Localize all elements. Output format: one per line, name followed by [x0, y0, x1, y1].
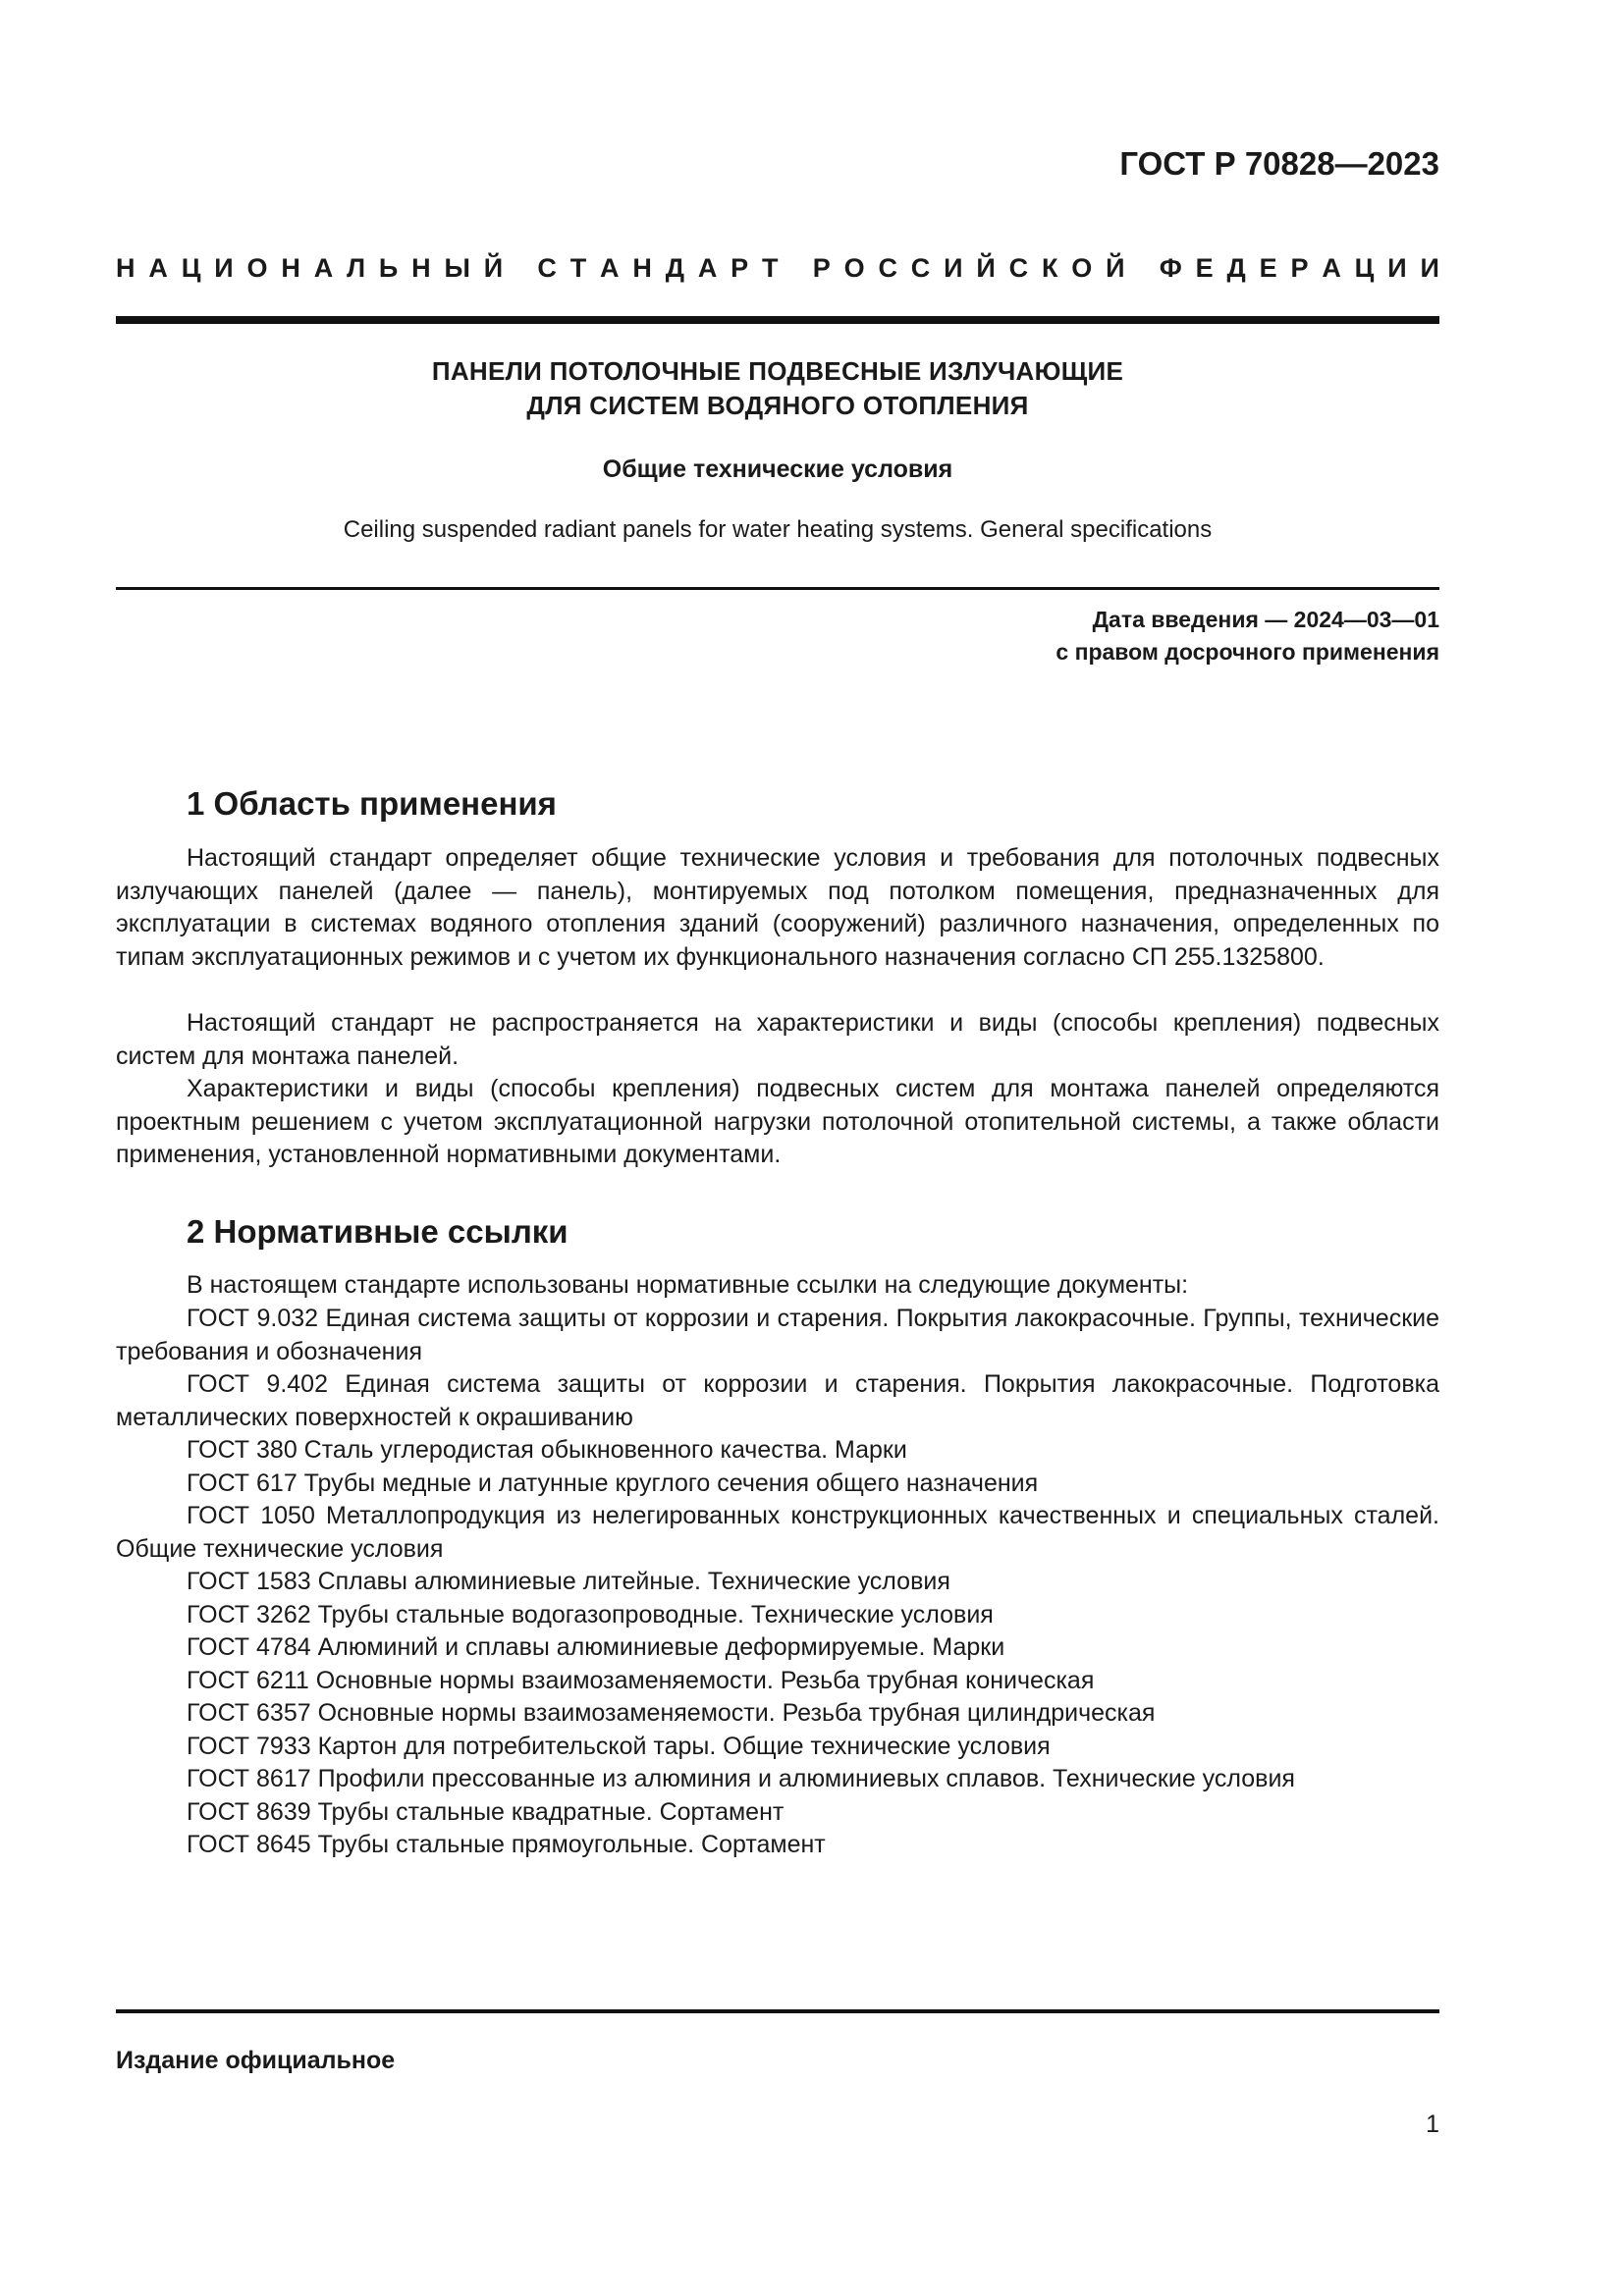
standard-number: ГОСТ Р 70828—2023: [1119, 145, 1439, 182]
banner-letter: Д: [665, 253, 684, 283]
banner-letter: И: [1420, 253, 1439, 283]
banner-letter: Н: [281, 253, 300, 283]
english-title: Ceiling suspended radiant panels for water heating systems. General specifications: [343, 516, 1213, 543]
title-divider: [116, 587, 1439, 590]
banner-space: [791, 253, 799, 284]
banner-letter: К: [1041, 253, 1058, 283]
reference-item: ГОСТ 6211 Основные нормы взаимозаменяемости. Резьба трубная коническая: [187, 1666, 1095, 1694]
banner-letter: А: [697, 253, 718, 283]
document-subtitle: Общие технические условия: [602, 455, 953, 483]
introduction-date: Дата введения — 2024—03—01: [1092, 607, 1439, 632]
top-divider: [116, 316, 1439, 324]
banner-space: [516, 253, 524, 284]
reference-item: ГОСТ 380 Сталь углеродистая обыкновенного качества. Марки: [187, 1436, 907, 1464]
banner-letter: Н: [632, 253, 652, 283]
banner-letter: А: [313, 253, 334, 283]
reference-item: ГОСТ 3262 Трубы стальные водогазопроводные. Технические условия: [187, 1600, 994, 1629]
banner-letter: А: [600, 253, 620, 283]
early-application-note: с правом досрочного применения: [1056, 639, 1439, 665]
banner-letter: И: [214, 253, 234, 283]
banner-letter: О: [246, 253, 268, 283]
banner-letter: Й: [976, 253, 996, 283]
banner-letter: Н: [116, 253, 135, 283]
reference-item: ГОСТ 9.402 Единая система защиты от коррозии и старения. Покрытия лакокрасочные. Подготовка металлических поверхностей к окрашиванию: [116, 1370, 1439, 1431]
banner-letter: Й: [483, 253, 504, 283]
reference-item: ГОСТ 1583 Сплавы алюминиевые литейные. Технические условия: [187, 1568, 950, 1595]
banner-letter: Ь: [378, 253, 399, 283]
banner-letter: Й: [1106, 253, 1125, 283]
reference-item: ГОСТ 6357 Основные нормы взаимозаменяемости. Резьба трубная цилиндрическая: [187, 1699, 1156, 1727]
reference-item: ГОСТ 8617 Профили прессованные из алюминия и алюминиевых сплавов. Технические условия: [187, 1765, 1295, 1792]
banner-letter: Т: [762, 253, 779, 283]
reference-item: ГОСТ 4784 Алюминий и сплавы алюминиевые деформируемые. Марки: [187, 1633, 1005, 1661]
reference-item: ГОСТ 8639 Трубы стальные квадратные. Сортамент: [187, 1797, 785, 1826]
banner-letter: Р: [812, 253, 831, 283]
banner-letter: Р: [731, 253, 749, 283]
banner-letter: Л: [347, 253, 366, 283]
section-1-paragraph: Настоящий стандарт определяет общие технические условия и требования для потолочных подвесных излучающих панелей (далее — панель), монтируемых под потолком помещения, предназначенных для эксплуатации в системах водяного отопления зданий (сооружений) различного назначения, определенных по типам эксплуатационных режимов и с учетом их функционального назначения согласно СП 255.1325800.: [116, 844, 1439, 971]
banner-letter: Ц: [181, 253, 201, 283]
reference-item: ГОСТ 9.032 Единая система защиты от коррозии и старения. Покрытия лакокрасочные. Группы, технические требования и обозначения: [116, 1305, 1439, 1365]
banner-letter: С: [1008, 253, 1029, 283]
banner-letter: И: [1387, 253, 1407, 283]
footer-divider: [116, 2009, 1439, 2013]
banner-letter: О: [843, 253, 865, 283]
reference-item: ГОСТ 1050 Металлопродукция из нелегированных конструкционных качественных и специальных сталей. Общие технические условия: [116, 1502, 1439, 1563]
banner-letter: А: [148, 253, 168, 283]
reference-item: ГОСТ 7933 Картон для потребительской тары. Общие технические условия: [187, 1732, 1051, 1760]
banner-letter: Д: [1226, 253, 1246, 283]
page-number: 1: [1426, 2110, 1439, 2138]
banner-letter: С: [910, 253, 931, 283]
section-1-paragraph: Настоящий стандарт не распространяется на характеристики и виды (способы крепления) подвесных систем для монтажа панелей.: [116, 1009, 1439, 1070]
section-2-intro: В настоящем стандарте использованы нормативные ссылки на следующие документы:: [187, 1271, 1189, 1299]
banner-letter: С: [537, 253, 557, 283]
document-title-line-2: ДЛЯ СИСТЕМ ВОДЯНОГО ОТОПЛЕНИЯ: [526, 391, 1029, 420]
section-1-paragraph: Характеристики и виды (способы крепления) подвесных систем для монтажа панелей определяются проектным решением с учетом эксплуатационной нагрузки потолочной отопительной системы, а также области применения, установленной нормативными документами.: [116, 1075, 1439, 1168]
banner-letter: О: [1071, 253, 1093, 283]
banner-letter: Е: [1195, 253, 1214, 283]
national-standard-banner: [116, 253, 1439, 284]
document-title-line-1: ПАНЕЛИ ПОТОЛОЧНЫЕ ПОДВЕСНЫЕ ИЗЛУЧАЮЩИЕ: [431, 356, 1124, 386]
section-1-heading: 1 Область применения: [187, 785, 557, 822]
introduction-date-block: [116, 604, 1439, 668]
banner-space: [1138, 253, 1146, 284]
section-2-heading: 2 Нормативные ссылки: [187, 1213, 568, 1250]
banner-letter: А: [1322, 253, 1341, 283]
banner-letter: Ф: [1159, 253, 1182, 283]
banner-letter: Т: [569, 253, 587, 283]
banner-letter: И: [944, 253, 963, 283]
reference-item: ГОСТ 617 Трубы медные и латунные круглого сечения общего назначения: [187, 1468, 1039, 1497]
banner-letter: С: [878, 253, 897, 283]
banner-letter: Ы: [444, 253, 470, 283]
official-edition-label: Издание официальное: [116, 2047, 396, 2074]
normative-references-list: [116, 1303, 1439, 1862]
banner-letter: Р: [1290, 253, 1309, 283]
banner-letter: Е: [1259, 253, 1277, 283]
banner-letter: Ц: [1354, 253, 1375, 283]
banner-letter: Н: [411, 253, 431, 283]
reference-item: ГОСТ 8645 Трубы стальные прямоугольные. Сортамент: [187, 1831, 826, 1858]
